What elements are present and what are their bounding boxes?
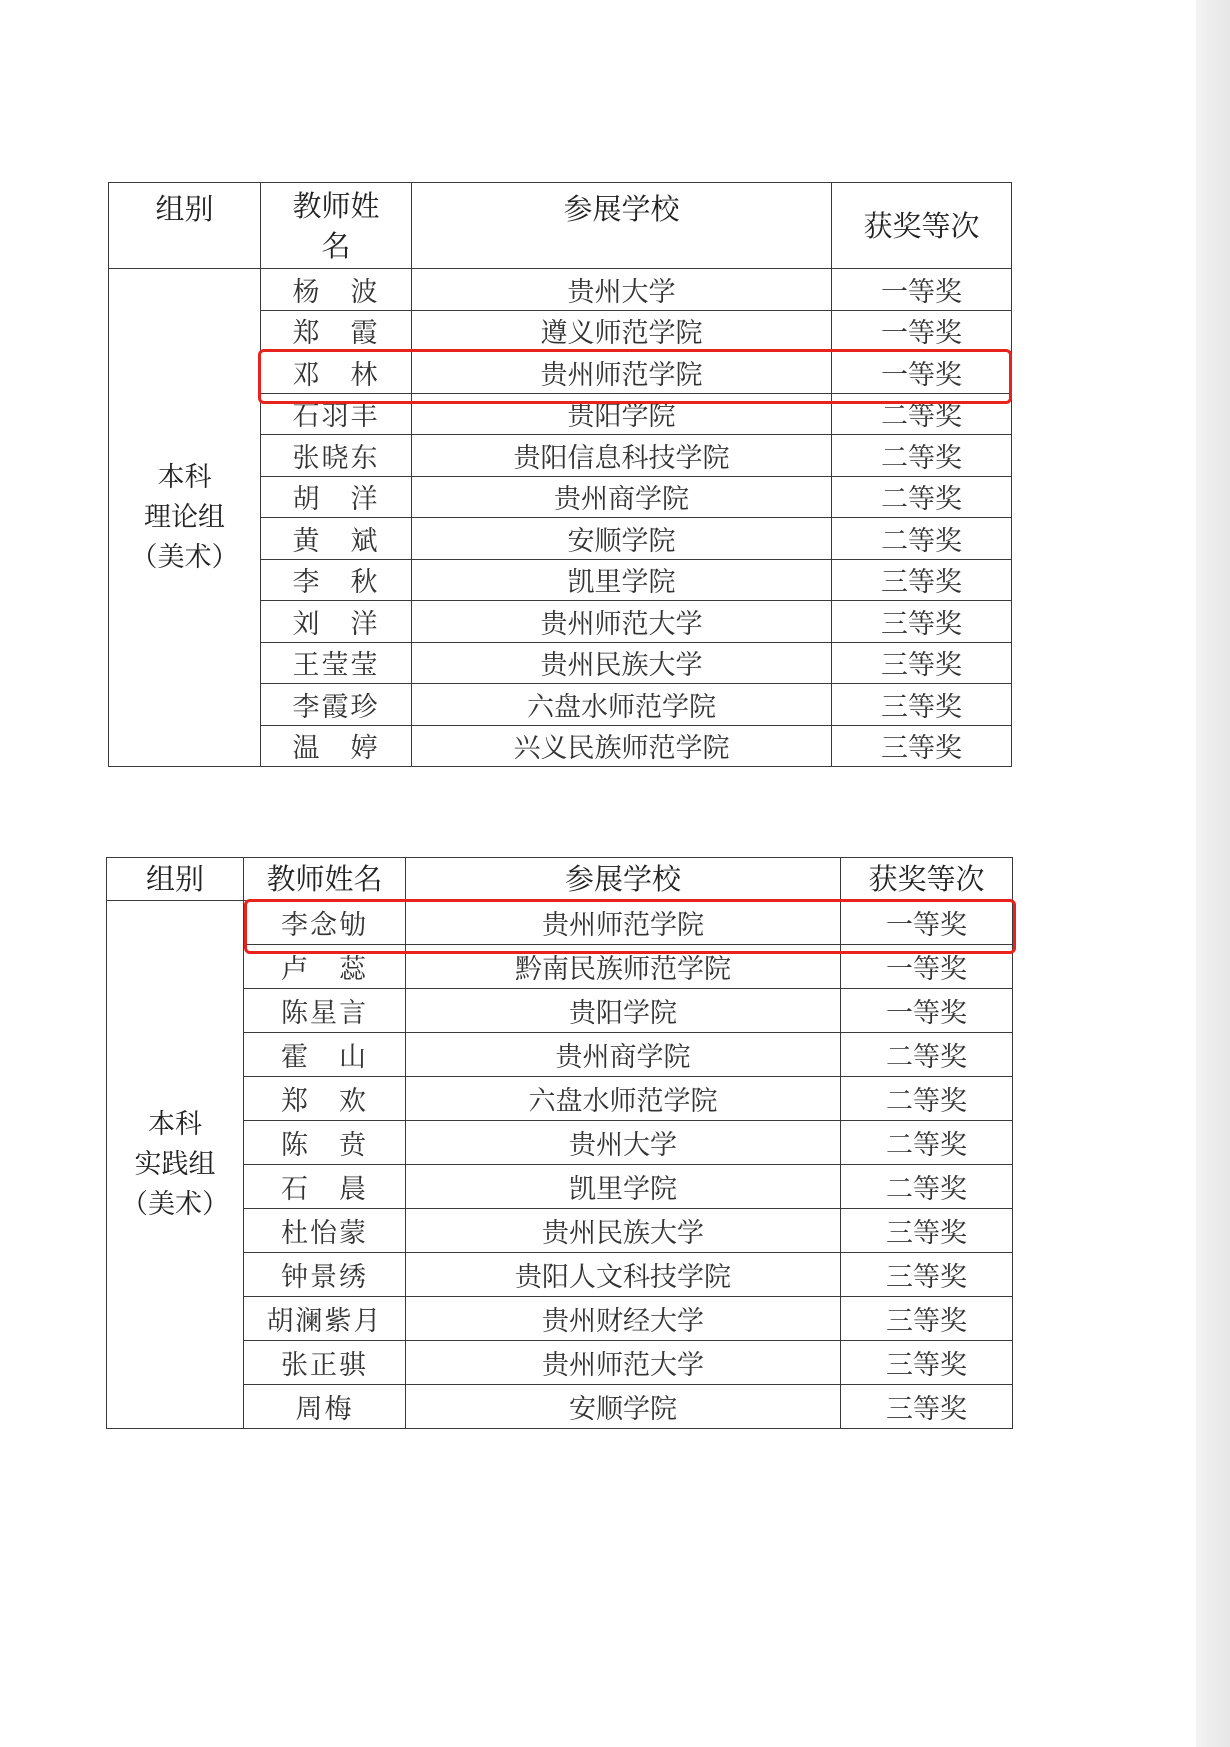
award-level-cell: 二等奖 xyxy=(841,1165,1013,1209)
award-level-cell: 三等奖 xyxy=(832,725,1012,767)
school-cell: 六盘水师范学院 xyxy=(406,1077,841,1121)
teacher-name-cell: 胡 洋 xyxy=(261,476,412,518)
table-body xyxy=(109,269,1012,767)
award-level-cell: 一等奖 xyxy=(841,901,1013,945)
teacher-name-cell: 李霞珍 xyxy=(261,684,412,726)
school-cell: 贵州师范大学 xyxy=(406,1341,841,1385)
table-header-row xyxy=(107,858,1013,901)
school-cell: 六盘水师范学院 xyxy=(412,684,832,726)
group-label: 本科 理论组 （美术） xyxy=(109,269,261,767)
award-level-cell: 三等奖 xyxy=(832,601,1012,643)
school-cell: 贵州民族大学 xyxy=(406,1209,841,1253)
teacher-name-cell: 周梅 xyxy=(244,1385,406,1429)
award-level-cell: 二等奖 xyxy=(841,1121,1013,1165)
teacher-name-cell: 石 晨 xyxy=(244,1165,406,1209)
school-cell: 黔南民族师范学院 xyxy=(406,945,841,989)
table-header-row xyxy=(109,183,1012,269)
school-cell: 安顺学院 xyxy=(406,1385,841,1429)
teacher-name-cell: 郑 霞 xyxy=(261,310,412,352)
award-level-cell: 三等奖 xyxy=(832,642,1012,684)
school-cell: 贵州大学 xyxy=(406,1121,841,1165)
school-cell: 贵阳人文科技学院 xyxy=(406,1253,841,1297)
school-cell: 安顺学院 xyxy=(412,518,832,560)
award-level-cell: 一等奖 xyxy=(832,352,1012,394)
school-cell: 贵州师范学院 xyxy=(406,901,841,945)
school-cell: 兴义民族师范学院 xyxy=(412,725,832,767)
header-award: 获奖等次 xyxy=(832,183,1012,269)
teacher-name-cell: 温 婷 xyxy=(261,725,412,767)
teacher-name-cell: 卢 蕊 xyxy=(244,945,406,989)
school-cell: 贵阳学院 xyxy=(412,393,832,435)
teacher-name-cell: 张正骐 xyxy=(244,1341,406,1385)
school-cell: 遵义师范学院 xyxy=(412,310,832,352)
award-level-cell: 三等奖 xyxy=(841,1341,1013,1385)
award-level-cell: 二等奖 xyxy=(832,393,1012,435)
teacher-name-cell: 霍 山 xyxy=(244,1033,406,1077)
group-label: 本科 实践组 （美术） xyxy=(107,901,244,1429)
teacher-name-cell: 邓 林 xyxy=(261,352,412,394)
table-body xyxy=(107,901,1013,1429)
header-teacher-name: 教师姓名 xyxy=(244,858,406,901)
header-group: 组别 xyxy=(109,183,261,269)
teacher-name-cell: 刘 洋 xyxy=(261,601,412,643)
school-cell: 凯里学院 xyxy=(406,1165,841,1209)
teacher-name-cell: 李 秋 xyxy=(261,559,412,601)
teacher-name-cell: 陈星言 xyxy=(244,989,406,1033)
school-cell: 贵州师范大学 xyxy=(412,601,832,643)
award-level-cell: 二等奖 xyxy=(832,476,1012,518)
award-level-cell: 三等奖 xyxy=(841,1253,1013,1297)
award-level-cell: 二等奖 xyxy=(841,1077,1013,1121)
header-school: 参展学校 xyxy=(412,183,832,269)
award-level-cell: 三等奖 xyxy=(841,1297,1013,1341)
award-table-theory xyxy=(108,182,1012,767)
teacher-name-cell: 李念劬 xyxy=(244,901,406,945)
header-teacher-name: 教师姓名 xyxy=(261,183,412,269)
award-table-practice xyxy=(106,857,1013,1429)
table-row xyxy=(109,269,1012,311)
header-school: 参展学校 xyxy=(406,858,841,901)
school-cell: 凯里学院 xyxy=(412,559,832,601)
teacher-name-cell: 石羽丰 xyxy=(261,393,412,435)
award-level-cell: 三等奖 xyxy=(841,1385,1013,1429)
school-cell: 贵州财经大学 xyxy=(406,1297,841,1341)
teacher-name-cell: 郑 欢 xyxy=(244,1077,406,1121)
award-level-cell: 一等奖 xyxy=(832,310,1012,352)
teacher-name-cell: 胡澜紫月 xyxy=(244,1297,406,1341)
table-row xyxy=(107,901,1013,945)
school-cell: 贵州大学 xyxy=(412,269,832,311)
teacher-name-cell: 陈 贲 xyxy=(244,1121,406,1165)
teacher-name-cell: 杨 波 xyxy=(261,269,412,311)
award-level-cell: 一等奖 xyxy=(832,269,1012,311)
header-group: 组别 xyxy=(107,858,244,901)
school-cell: 贵阳学院 xyxy=(406,989,841,1033)
school-cell: 贵州师范学院 xyxy=(412,352,832,394)
award-level-cell: 一等奖 xyxy=(841,945,1013,989)
school-cell: 贵州民族大学 xyxy=(412,642,832,684)
header-award: 获奖等次 xyxy=(841,858,1013,901)
teacher-name-cell: 王莹莹 xyxy=(261,642,412,684)
award-level-cell: 一等奖 xyxy=(841,989,1013,1033)
award-level-cell: 三等奖 xyxy=(832,684,1012,726)
teacher-name-cell: 杜怡蒙 xyxy=(244,1209,406,1253)
school-cell: 贵阳信息科技学院 xyxy=(412,435,832,477)
teacher-name-cell: 钟景绣 xyxy=(244,1253,406,1297)
school-cell: 贵州商学院 xyxy=(412,476,832,518)
teacher-name-cell: 张晓东 xyxy=(261,435,412,477)
award-level-cell: 二等奖 xyxy=(832,518,1012,560)
award-level-cell: 二等奖 xyxy=(841,1033,1013,1077)
award-level-cell: 三等奖 xyxy=(832,559,1012,601)
award-level-cell: 三等奖 xyxy=(841,1209,1013,1253)
school-cell: 贵州商学院 xyxy=(406,1033,841,1077)
teacher-name-cell: 黄 斌 xyxy=(261,518,412,560)
award-level-cell: 二等奖 xyxy=(832,435,1012,477)
page-edge-shadow xyxy=(1196,0,1230,1747)
